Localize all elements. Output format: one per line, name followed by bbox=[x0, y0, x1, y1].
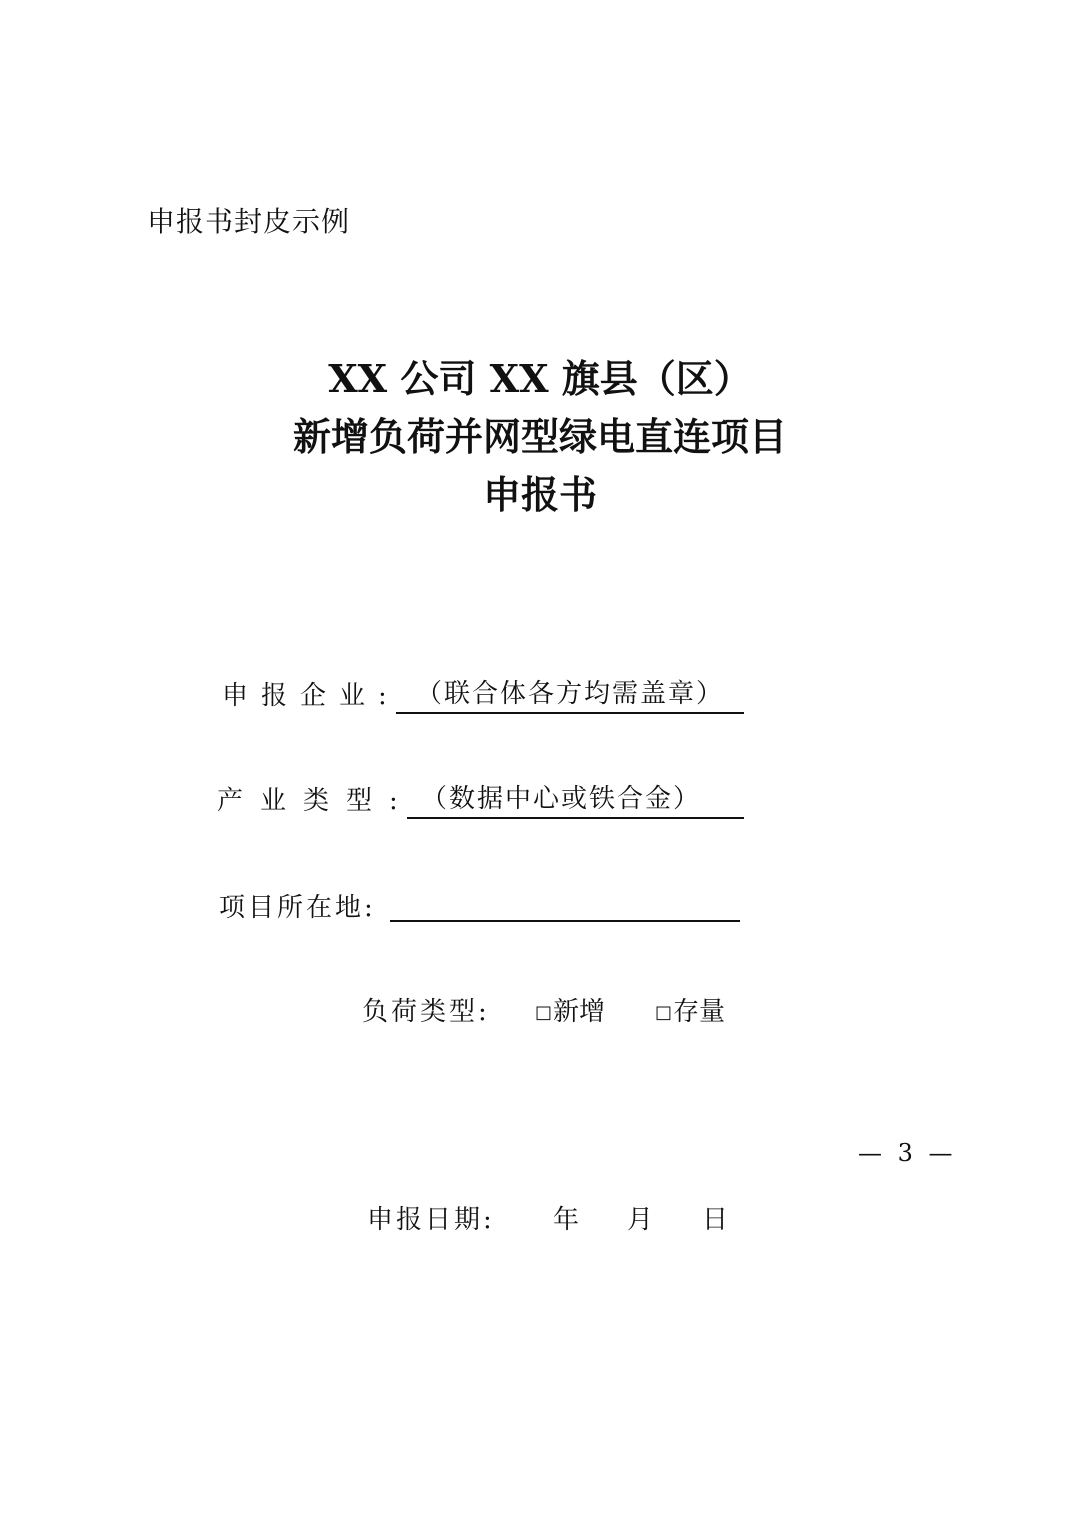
load-type-label: 负荷类型: bbox=[362, 997, 490, 1027]
checkbox-icon[interactable]: □ bbox=[655, 1002, 673, 1023]
enterprise-label: 申报企业: bbox=[222, 681, 400, 711]
date-label: 申报日期: bbox=[367, 1205, 495, 1235]
date-month: 月 bbox=[627, 1205, 654, 1235]
checkbox-icon[interactable]: □ bbox=[535, 1002, 553, 1023]
load-type-existing-option[interactable] bbox=[655, 992, 725, 1033]
title-line-application: 申报书 bbox=[482, 472, 597, 517]
industry-label: 产业类型: bbox=[217, 786, 415, 816]
enterprise-field[interactable]: （联合体各方均需盖章） bbox=[396, 676, 744, 714]
cover-example-heading: 申报书封皮示例 bbox=[147, 205, 351, 238]
industry-field[interactable]: （数据中心或铁合金） bbox=[407, 781, 744, 819]
location-label: 项目所在地: bbox=[219, 893, 376, 923]
page-number: — 3 — bbox=[858, 1139, 957, 1167]
title-line-company: XX 公司 XX 旗县（区） bbox=[328, 356, 752, 401]
load-type-new-label: 新增 bbox=[553, 997, 606, 1027]
location-field[interactable] bbox=[390, 884, 740, 922]
title-line-project: 新增负荷并网型绿电直连项目 bbox=[292, 414, 787, 459]
load-type-new-option[interactable] bbox=[535, 992, 605, 1033]
date-year: 年 bbox=[553, 1205, 580, 1235]
load-type-existing-label: 存量 bbox=[673, 997, 726, 1027]
date-day: 日 bbox=[702, 1205, 729, 1235]
document-title bbox=[0, 350, 1080, 524]
